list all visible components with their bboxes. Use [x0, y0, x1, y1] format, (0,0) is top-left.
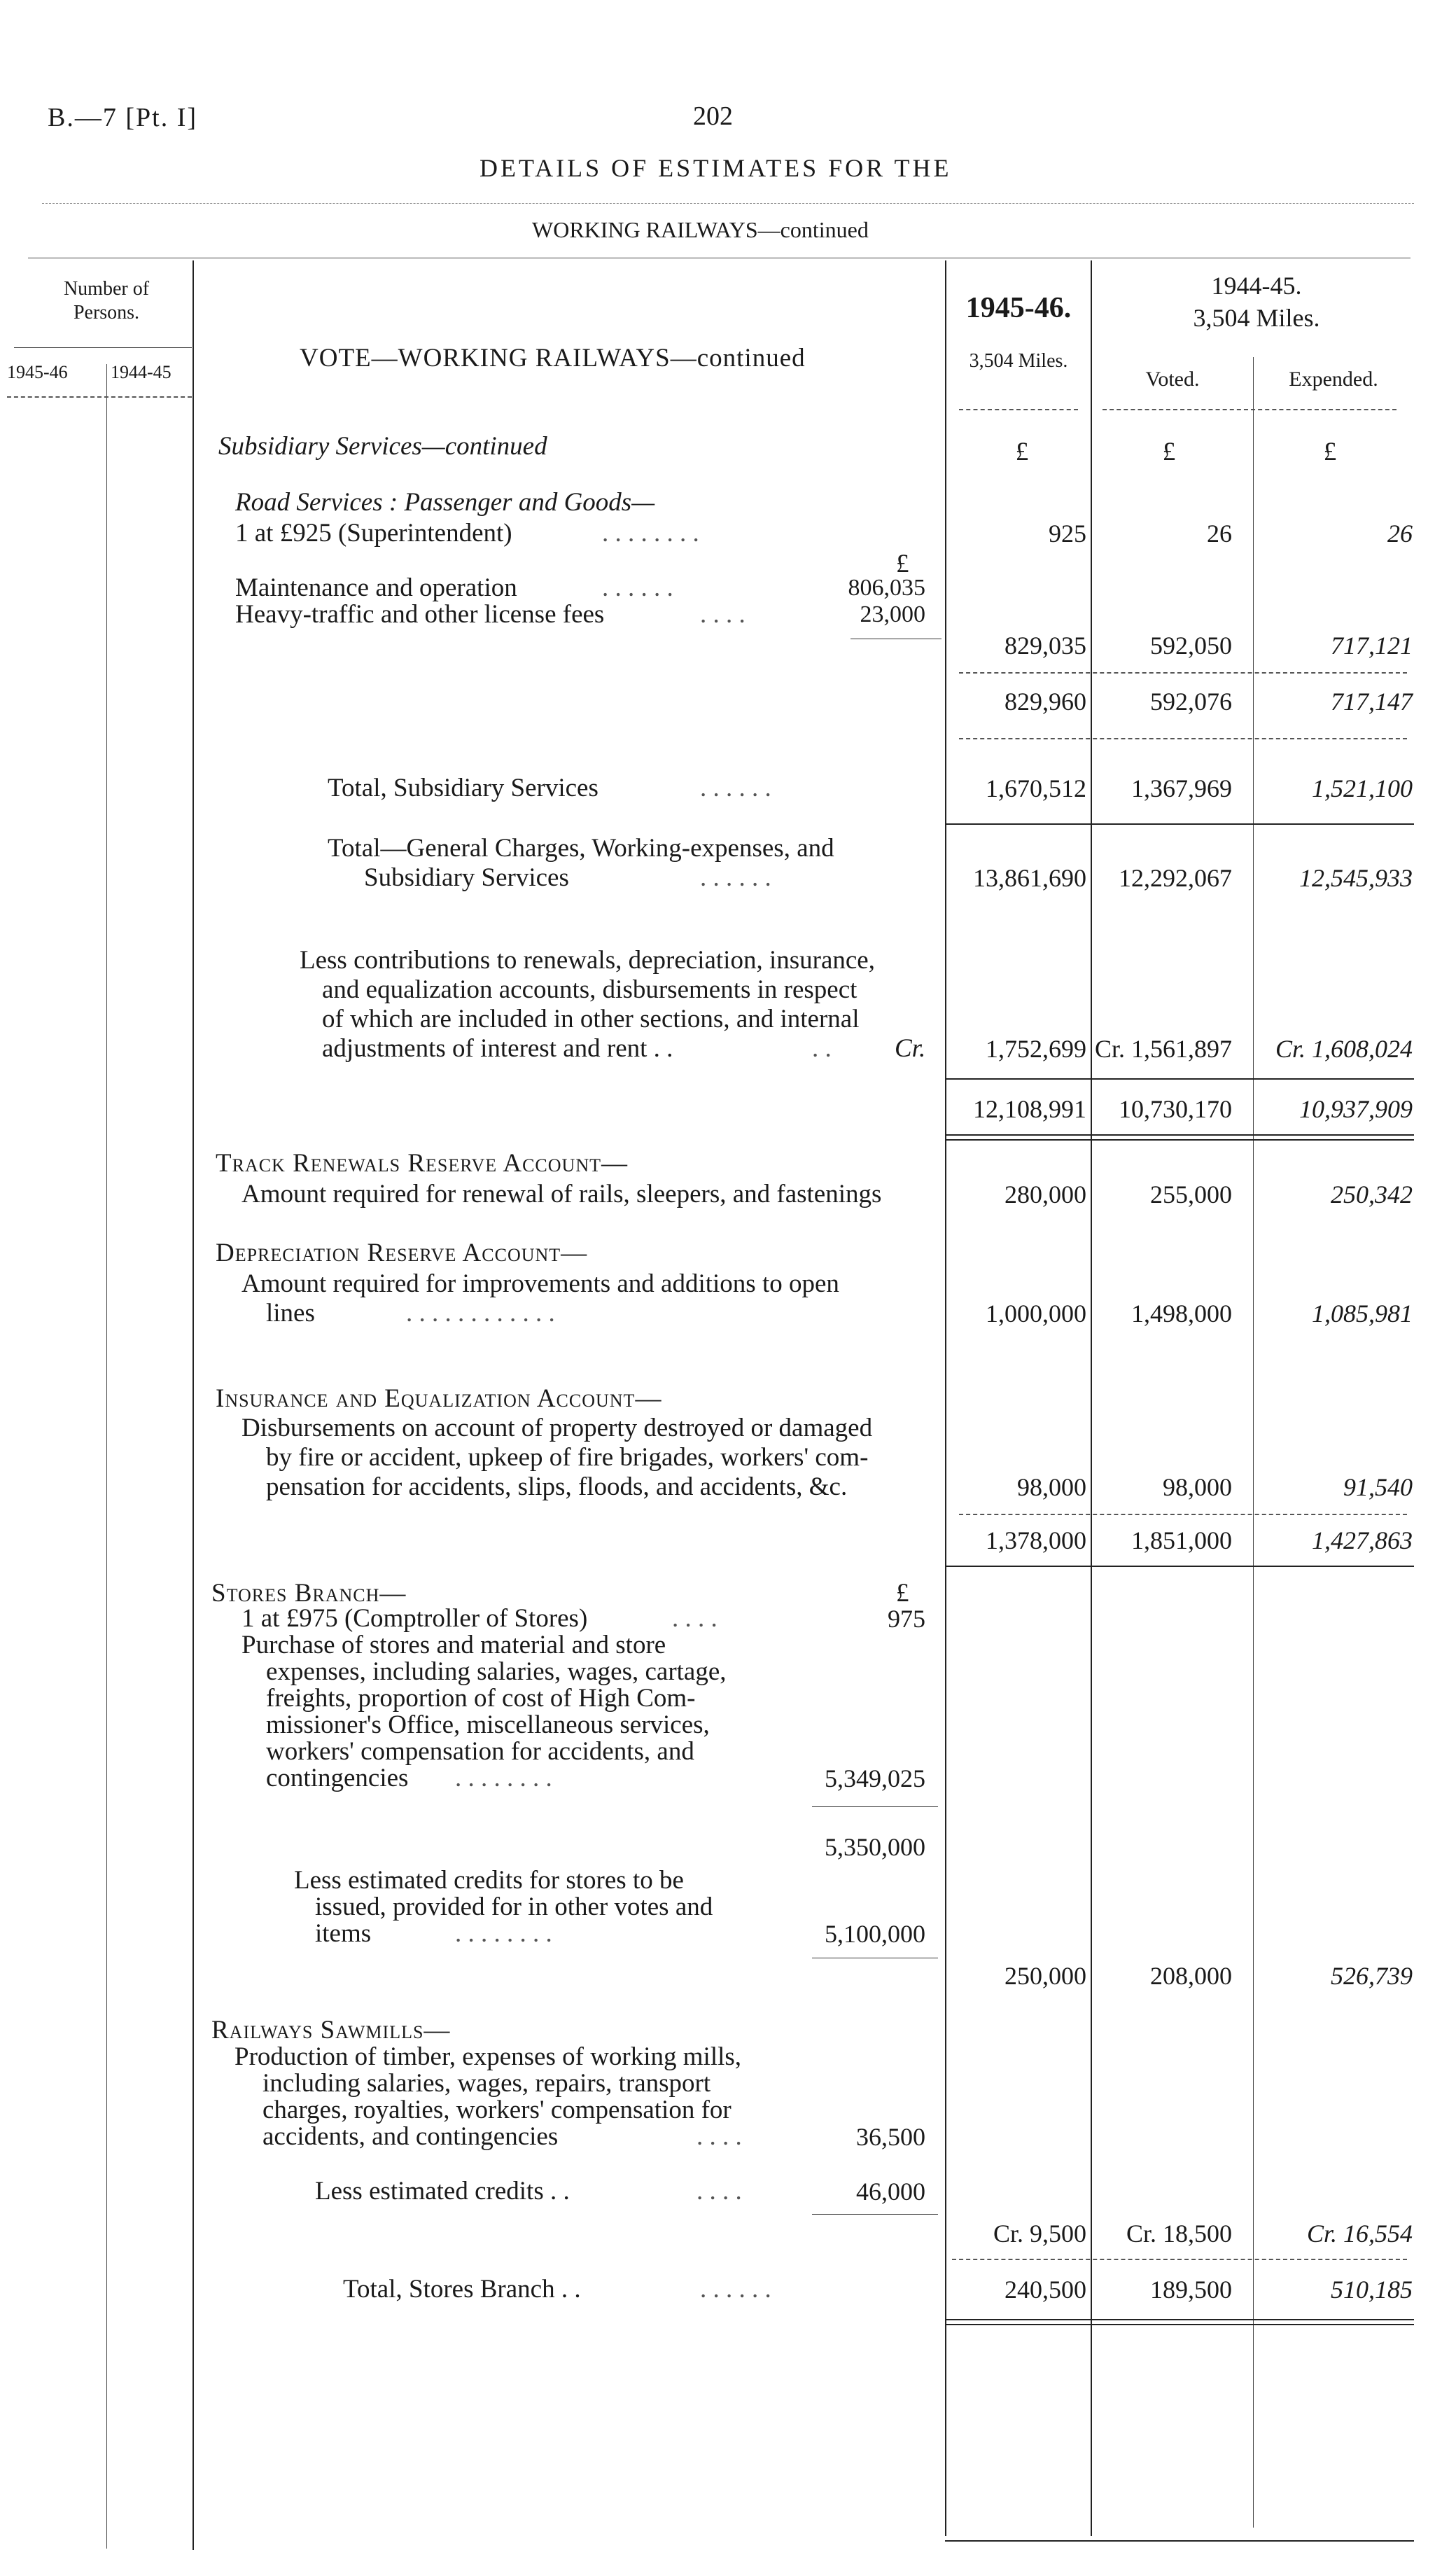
- track-renewals-expended: 250,342: [1331, 1180, 1413, 1208]
- insurance-line-1: Disbursements on account of property destroyed or damaged: [241, 1414, 873, 1442]
- net-rule: [945, 1134, 1414, 1136]
- total-general-expended: 12,545,933: [1299, 864, 1413, 892]
- less-contrib-line-3: of which are included in other sections, and internal: [322, 1005, 860, 1033]
- stores-less-line-2: issued, provided for in other votes and: [315, 1893, 713, 1921]
- sawmills-expended: Cr. 16,554: [1306, 2220, 1413, 2248]
- total-subsidiary-label: Total, Subsidiary Services: [328, 774, 598, 802]
- reserves-sum-rule: [945, 1566, 1414, 1567]
- header-rule: [42, 203, 1414, 204]
- insurance-expended: 91,540: [1343, 1473, 1413, 1501]
- less-contrib-dots: . .: [812, 1034, 832, 1063]
- depreciation-voted: 1,498,000: [1131, 1300, 1232, 1328]
- track-renewals-1945: 280,000: [1004, 1180, 1086, 1208]
- voted-header: Voted.: [1145, 368, 1200, 391]
- total-subsidiary-voted: 1,367,969: [1131, 774, 1232, 802]
- net-voted: 10,730,170: [1119, 1095, 1232, 1123]
- road-subtotal-1945: 829,035: [1004, 632, 1086, 660]
- page-subtitle: WORKING RAILWAYS—continued: [532, 217, 869, 242]
- stores-purchase-inner: 5,349,025: [825, 1764, 925, 1792]
- road-superintendent-1945: 925: [1049, 520, 1086, 548]
- heavy-traffic-label: Heavy-traffic and other license fees: [235, 600, 605, 629]
- total-stores-label: Total, Stores Branch . .: [343, 2275, 581, 2304]
- persons-dash-rule: [7, 396, 192, 398]
- sawmills-voted: Cr. 18,500: [1126, 2220, 1232, 2248]
- table-bottom-rule: [945, 2540, 1414, 2542]
- road-superintendent-expended: 26: [1387, 520, 1413, 548]
- road-total-rule: [959, 738, 1407, 739]
- road-subtotal-expended: 717,121: [1331, 632, 1413, 660]
- year1-left-rule: [945, 260, 946, 2536]
- sawmills-1945: Cr. 9,500: [993, 2220, 1086, 2248]
- page-reference: B.—7 [Pt. I]: [48, 103, 197, 132]
- road-superintendent-label: 1 at £925 (Superintendent): [235, 519, 512, 548]
- stores-expended: 526,739: [1331, 1962, 1413, 1990]
- stores-less-dots: . . . . . . . .: [455, 1919, 552, 1948]
- stores-less-inner: 5,100,000: [825, 1920, 925, 1948]
- expended-header: Expended.: [1289, 368, 1378, 391]
- depreciation-line-2: lines: [266, 1299, 315, 1328]
- total-subsidiary-1945: 1,670,512: [986, 774, 1086, 802]
- total-general-dots: . . . . . .: [700, 863, 771, 892]
- heavy-traffic-inner: 23,000: [860, 601, 925, 627]
- sawmills-less-label: Less estimated credits . .: [315, 2177, 570, 2206]
- stores-purchase-line-1: Purchase of stores and material and store: [241, 1631, 666, 1659]
- year2-header-rule: [1102, 409, 1396, 410]
- persons-header: Number of Persons.: [63, 278, 150, 323]
- depreciation-1945: 1,000,000: [986, 1300, 1086, 1328]
- stores-purchase-line-4: missioner's Office, miscellaneous services,: [266, 1711, 710, 1739]
- stores-purchase-line-5: workers' compensation for accidents, and: [266, 1737, 694, 1766]
- maintenance-label: Maintenance and operation: [235, 573, 517, 602]
- road-inner-pound: £: [896, 550, 909, 578]
- less-contrib-line-1: Less contributions to renewals, depreciation, insurance,: [300, 946, 875, 975]
- sawmills-inner: 36,500: [856, 2123, 925, 2151]
- voted-right-rule: [1253, 357, 1254, 2528]
- pound-col3: £: [1323, 438, 1337, 466]
- total-general-label-1: Total—General Charges, Working-expenses, and: [328, 834, 834, 863]
- total-general-1945: 13,861,690: [973, 864, 1086, 892]
- reserves-sum-1945: 1,378,000: [986, 1526, 1086, 1554]
- year2-header: 1944-45.: [1211, 272, 1302, 300]
- page-title: DETAILS OF ESTIMATES FOR THE: [479, 154, 952, 182]
- net-expended: 10,937,909: [1299, 1095, 1413, 1123]
- less-contrib-line-2: and equalization accounts, disbursements in respect: [322, 975, 858, 1004]
- total-stores-rule-double: [945, 2324, 1414, 2325]
- vote-heading: VOTE—WORKING RAILWAYS—continued: [300, 344, 806, 372]
- sawmills-less-rule: [812, 2214, 938, 2215]
- insurance-line-3: pensation for accidents, slips, floods, and accidents, &c.: [266, 1472, 848, 1501]
- track-renewals-voted: 255,000: [1150, 1180, 1232, 1208]
- insurance-line-2: by fire or accident, upkeep of fire brigades, workers' com-: [266, 1443, 869, 1472]
- less-contrib-cr: Cr.: [895, 1034, 926, 1063]
- sawmills-heading: Railways Sawmills—: [211, 2016, 451, 2044]
- road-superintendent-dots: . . . . . . . .: [602, 519, 699, 548]
- total-stores-1945: 240,500: [1004, 2276, 1086, 2304]
- persons-header-rule: [14, 347, 192, 348]
- stores-purchase-rule: [812, 1806, 938, 1807]
- stores-less-line-3: items: [315, 1919, 372, 1948]
- stores-subtotal-inner: 5,350,000: [825, 1833, 925, 1861]
- insurance-1945: 98,000: [1017, 1473, 1086, 1501]
- pound-col2: £: [1162, 438, 1176, 466]
- sawmills-line-2: including salaries, wages, repairs, transport: [262, 2069, 711, 2098]
- less-contrib-1945: 1,752,699: [986, 1035, 1086, 1063]
- road-total-1945: 829,960: [1004, 688, 1086, 716]
- year1-header: 1945-46.: [965, 292, 1072, 324]
- sawmills-less-dots: . . . .: [696, 2177, 742, 2206]
- stores-pound: £: [896, 1579, 909, 1608]
- stores-purchase-dots: . . . . . . . .: [455, 1764, 552, 1792]
- total-subsidiary-rule: [945, 823, 1414, 825]
- total-general-label-2: Subsidiary Services: [364, 863, 569, 892]
- total-stores-voted: 189,500: [1150, 2276, 1232, 2304]
- heavy-traffic-dots: . . . .: [700, 600, 746, 629]
- total-stores-dots: . . . . . .: [700, 2275, 771, 2304]
- track-renewals-heading: Track Renewals Reserve Account—: [216, 1149, 628, 1178]
- stores-less-line-1: Less estimated credits for stores to be: [294, 1866, 684, 1895]
- year2-miles: 3,504 Miles.: [1193, 304, 1320, 332]
- total-stores-expended: 510,185: [1331, 2276, 1413, 2304]
- persons-year1: 1945-46: [7, 362, 68, 382]
- total-subsidiary-expended: 1,521,100: [1312, 774, 1413, 802]
- insurance-rule: [959, 1514, 1407, 1515]
- net-1945: 12,108,991: [973, 1095, 1086, 1123]
- road-total-expended: 717,147: [1331, 688, 1413, 716]
- maintenance-dots: . . . . . .: [602, 573, 673, 602]
- total-stores-rule: [945, 2319, 1414, 2320]
- year1-miles: 3,504 Miles.: [969, 350, 1068, 372]
- less-contrib-voted: Cr. 1,561,897: [1094, 1035, 1232, 1063]
- sawmills-rule: [952, 2259, 1407, 2260]
- sawmills-line-1: Production of timber, expenses of working mills,: [234, 2042, 742, 2071]
- insurance-heading: Insurance and Equalization Account—: [216, 1384, 662, 1413]
- depreciation-dots: . . . . . . . . . . . .: [406, 1299, 555, 1328]
- insurance-voted: 98,000: [1163, 1473, 1232, 1501]
- sawmills-less-inner: 46,000: [856, 2178, 925, 2206]
- stores-comptroller-inner: 975: [888, 1605, 925, 1633]
- stores-heading: Stores Branch—: [211, 1579, 407, 1608]
- road-subtotal-voted: 592,050: [1150, 632, 1232, 660]
- year1-header-rule: [959, 409, 1078, 410]
- road-total-voted: 592,076: [1150, 688, 1232, 716]
- stores-purchase-line-2: expenses, including salaries, wages, cartage,: [266, 1657, 727, 1686]
- total-subsidiary-dots: . . . . . .: [700, 774, 771, 802]
- year1-right-rule: [1091, 260, 1092, 2536]
- less-contrib-expended: Cr. 1,608,024: [1275, 1035, 1413, 1063]
- subsidiary-heading: Subsidiary Services—continued: [218, 432, 547, 461]
- persons-column-rule: [192, 260, 194, 2550]
- sawmills-line-4: accidents, and contingencies: [262, 2122, 559, 2151]
- track-renewals-label: Amount required for renewal of rails, sleepers, and fastenings: [241, 1180, 882, 1208]
- road-subtotal-rule: [959, 672, 1407, 674]
- net-rule-double: [945, 1139, 1414, 1141]
- maintenance-inner: 806,035: [848, 575, 925, 601]
- persons-split-rule: [106, 364, 107, 2549]
- road-services-heading: Road Services : Passenger and Goods—: [235, 488, 655, 517]
- stores-voted: 208,000: [1150, 1962, 1232, 1990]
- reserves-sum-voted: 1,851,000: [1131, 1526, 1232, 1554]
- road-superintendent-voted: 26: [1207, 520, 1232, 548]
- total-general-voted: 12,292,067: [1119, 864, 1232, 892]
- reserves-sum-expended: 1,427,863: [1312, 1526, 1413, 1554]
- depreciation-heading: Depreciation Reserve Account—: [216, 1239, 588, 1267]
- persons-year2: 1944-45: [111, 362, 172, 382]
- depreciation-line-1: Amount required for improvements and additions to open: [241, 1269, 839, 1298]
- less-contrib-line-4: adjustments of interest and rent . .: [322, 1034, 673, 1063]
- page-number: 202: [693, 102, 733, 131]
- less-contrib-rule: [945, 1078, 1414, 1080]
- stores-comptroller-label: 1 at £975 (Comptroller of Stores): [241, 1604, 588, 1633]
- sawmills-dots: . . . .: [696, 2122, 742, 2151]
- stores-1945: 250,000: [1004, 1962, 1086, 1990]
- pound-col1: £: [1015, 438, 1029, 466]
- stores-comptroller-dots: . . . .: [672, 1604, 718, 1633]
- stores-purchase-line-3: freights, proportion of cost of High Com-: [266, 1684, 696, 1713]
- stores-purchase-line-6: contingencies: [266, 1764, 409, 1792]
- sawmills-line-3: charges, royalties, workers' compensation for: [262, 2096, 732, 2124]
- depreciation-expended: 1,085,981: [1312, 1300, 1413, 1328]
